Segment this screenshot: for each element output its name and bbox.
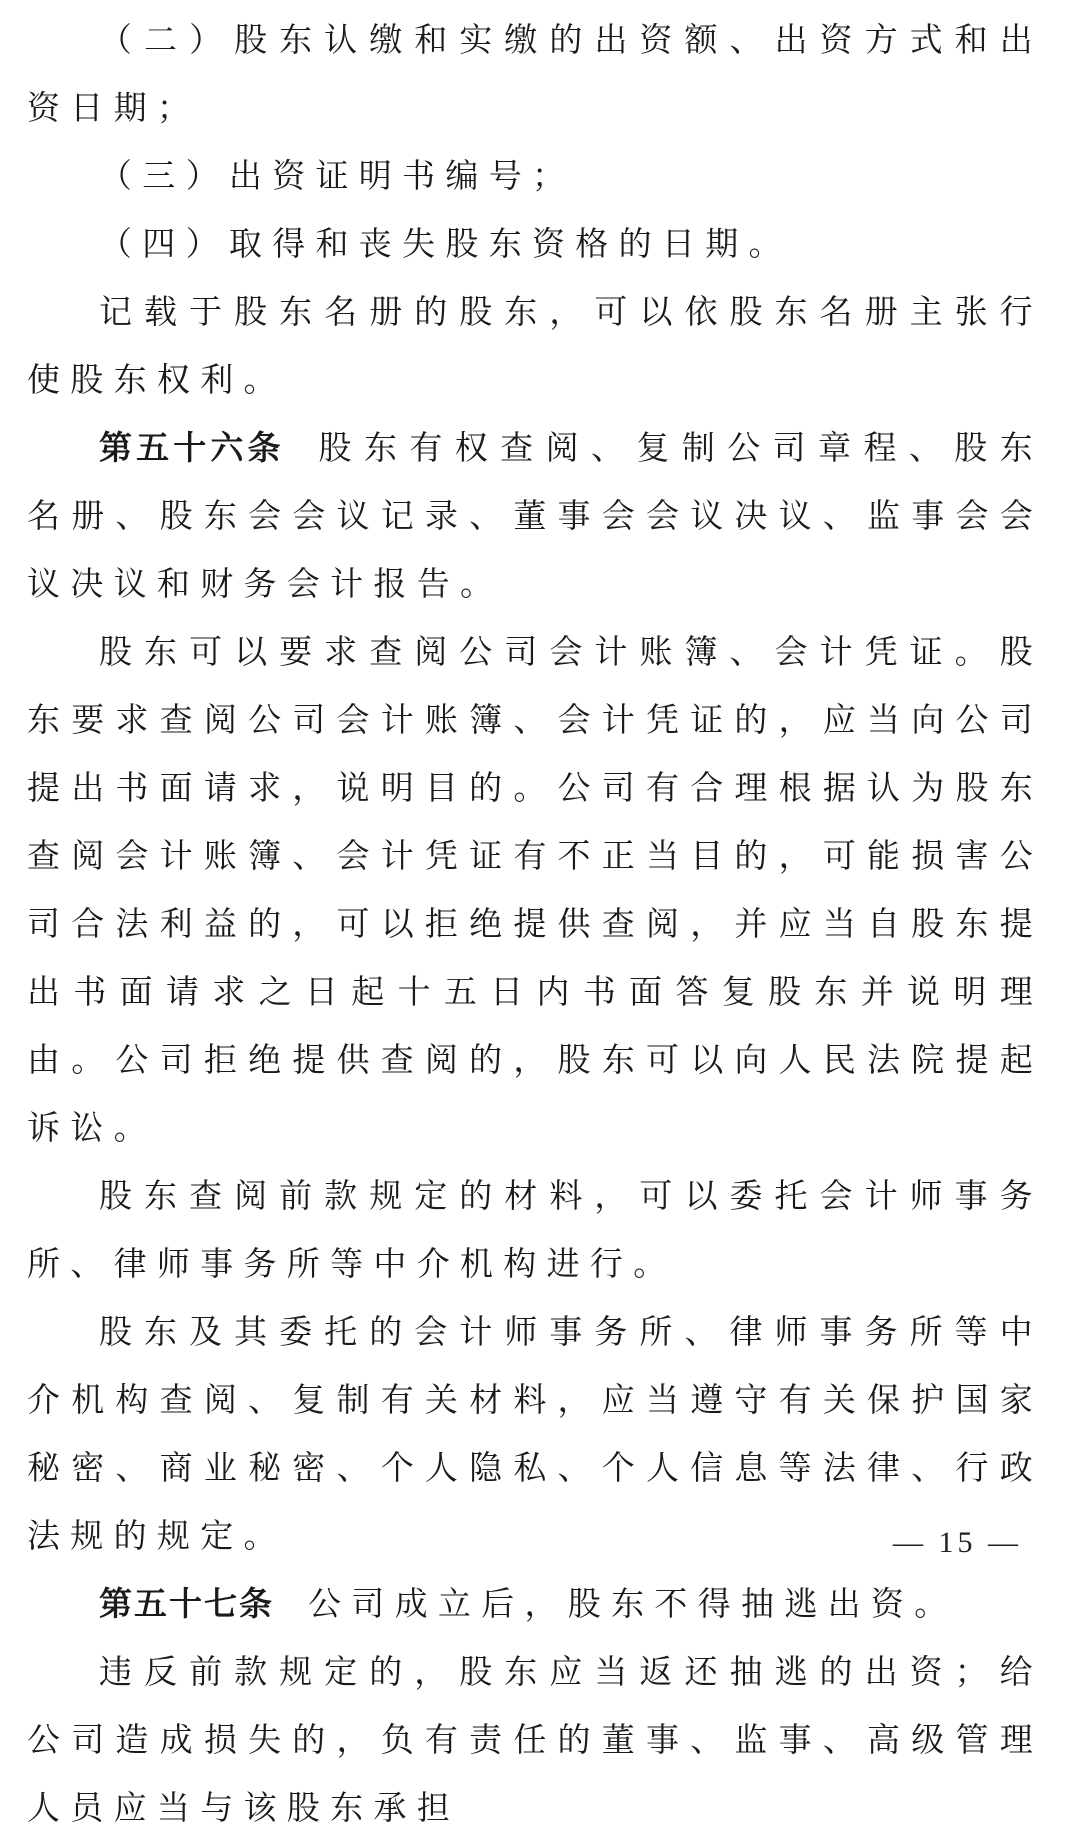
paragraph-text: 违反前款规定的，股东应当返还抽逃的出资；给公司造成损失的，负有责任的董事、监事、高级管理人员应当与该股东承担 bbox=[27, 1652, 1043, 1827]
paragraph-certificate-number bbox=[27, 142, 1043, 210]
paragraph-intermediary bbox=[27, 1162, 1043, 1298]
paragraph-qualification-date bbox=[27, 210, 1043, 278]
page-number: — 15 — bbox=[893, 1526, 1022, 1559]
paragraph-text: 股东有权查阅、复制公司章程、股东名册、股东会会议记录、董事会会议决议、监事会会议决议和财务会计报告。 bbox=[27, 428, 1043, 603]
article-title: 第五十六条 bbox=[99, 428, 285, 467]
article-title: 第五十七条 bbox=[99, 1584, 274, 1623]
paragraph-return-funds bbox=[27, 1638, 1043, 1842]
document-body bbox=[27, 6, 1043, 1842]
article-56 bbox=[27, 414, 1043, 618]
paragraph-text: 记载于股东名册的股东，可以依股东名册主张行使股东权利。 bbox=[27, 292, 1043, 399]
paragraph-register-rights bbox=[27, 278, 1043, 414]
paragraph-text: 股东及其委托的会计师事务所、律师事务所等中介机构查阅、复制有关材料，应当遵守有关保护国家秘密、商业秘密、个人隐私、个人信息等法律、行政法规的规定。 bbox=[27, 1312, 1043, 1555]
paragraph-text: （三）出资证明书编号； bbox=[99, 156, 576, 195]
paragraph-accounting-books bbox=[27, 618, 1043, 1162]
paragraph-text: 股东可以要求查阅公司会计账簿、会计凭证。股东要求查阅公司会计账簿、会计凭证的，应当向公司提出书面请求，说明目的。公司有合理根据认为股东查阅会计账簿、会计凭证有不正当目的，可能损害公司合法利益的，可以拒绝提供查阅，并应当自股东提出书面请求之日起十五日内书面答复股东并说明理由。公司拒绝提供查阅的，股东可以向人民法院提起诉讼。 bbox=[27, 632, 1043, 1147]
paragraph-text: （二）股东认缴和实缴的出资额、出资方式和出资日期； bbox=[27, 20, 1043, 127]
paragraph-confidentiality bbox=[27, 1298, 1043, 1570]
paragraph-text: 公司成立后，股东不得抽逃出资。 bbox=[308, 1584, 958, 1623]
article-57 bbox=[27, 1570, 1043, 1638]
paragraph-text: （四）取得和丧失股东资格的日期。 bbox=[99, 224, 792, 263]
paragraph-shareholder-contribution bbox=[27, 6, 1043, 142]
paragraph-text: 股东查阅前款规定的材料，可以委托会计师事务所、律师事务所等中介机构进行。 bbox=[27, 1176, 1043, 1283]
